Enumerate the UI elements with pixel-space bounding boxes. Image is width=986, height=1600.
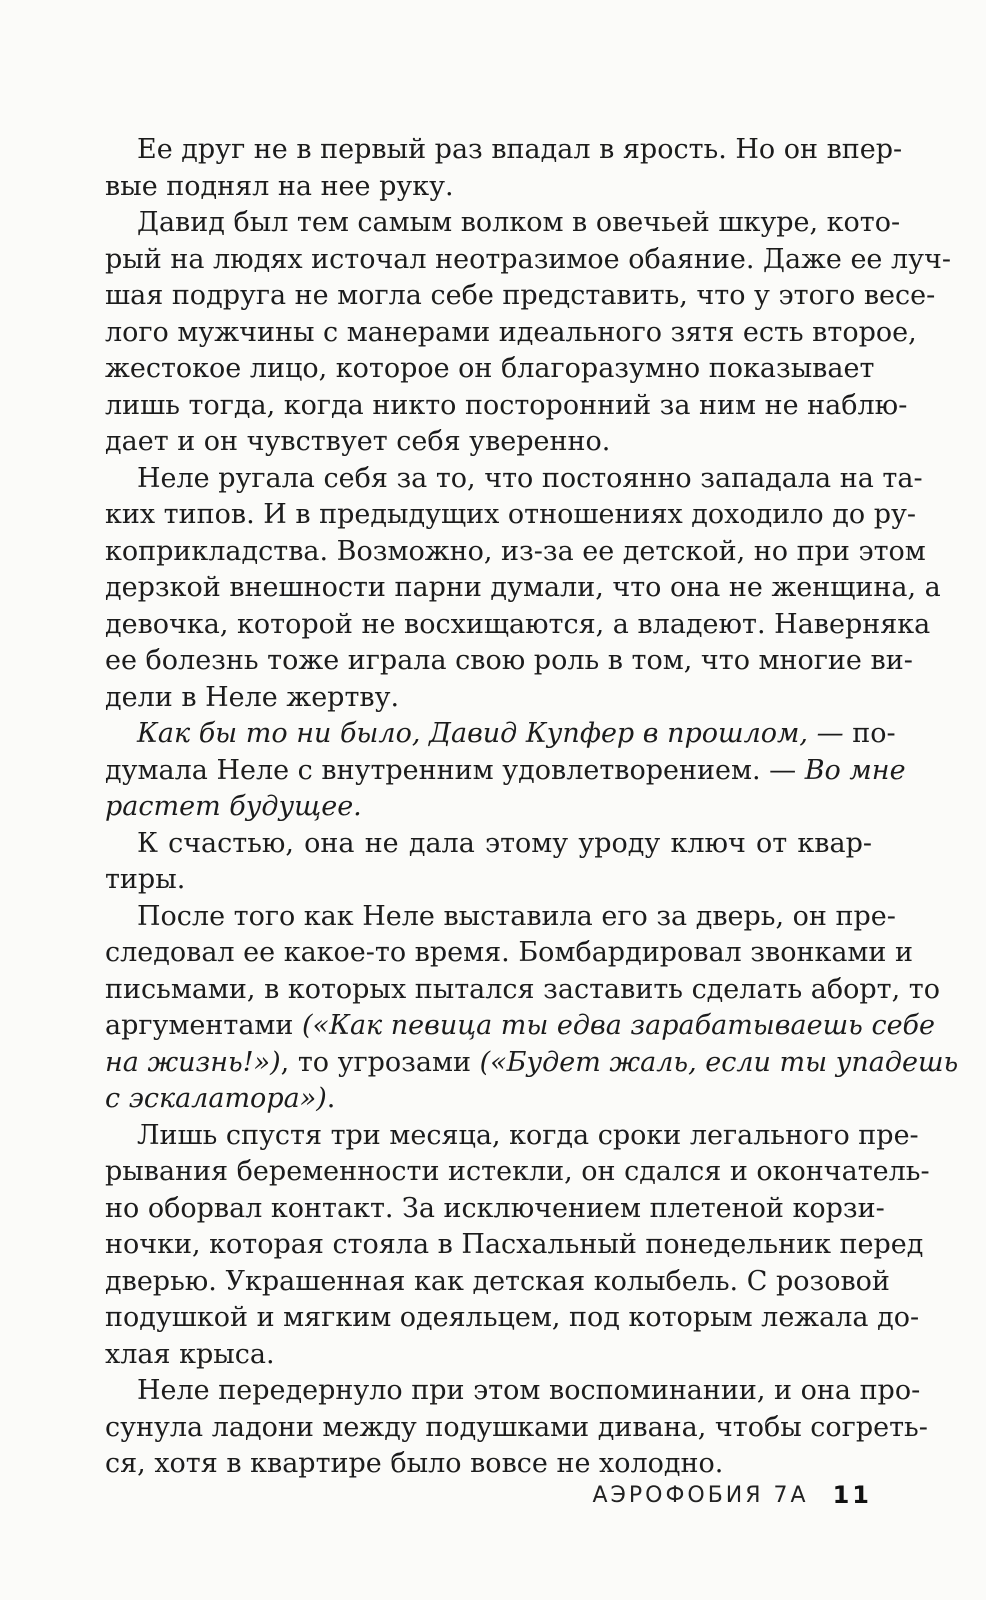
text-line: девочка, которой не восхищаются, а владеют. Наверняка	[105, 608, 931, 640]
plain-text: , то угрозами	[280, 1046, 480, 1078]
text-line: рывания беременности истекли, он сдался и окончатель-	[105, 1156, 930, 1187]
text-line: К счастью, она не дала этому уроду ключ от квар-	[137, 827, 872, 859]
text-line: ких типов. И в предыдущих отношениях доходило до ру-	[105, 499, 917, 530]
text-line: Неле ругала себя за то, что постоянно западала на та-	[137, 462, 923, 494]
text-line: ее болезнь тоже играла свою роль в том, что многие ви-	[105, 645, 913, 676]
text-line: Ее друг не в первый раз впадал в ярость. Но он впер-	[137, 134, 903, 165]
text-line	[105, 1008, 935, 1045]
text-line: хлая крыса.	[105, 1338, 275, 1370]
text-line: но оборвал контакт. За исключением плетеной корзи-	[105, 1192, 885, 1224]
italic-text: («Как певица ты едва зарабатываешь себе	[302, 1010, 935, 1041]
text-line: вые поднял на нее руку.	[105, 170, 454, 202]
page-body	[105, 132, 959, 1483]
text-line: дверью. Украшенная как детская колыбель. С розовой	[105, 1265, 890, 1297]
text-line	[137, 716, 896, 753]
running-title: АЭРОФОБИЯ 7А	[592, 1482, 809, 1508]
plain-text: аргументами	[105, 1010, 303, 1041]
text-line: ся, хотя в квартире было вовсе не холодно.	[105, 1448, 724, 1479]
italic-text: растет будущее.	[105, 791, 362, 822]
italic-text: («Будет жаль, если ты упадешь	[479, 1046, 959, 1078]
italic-text: на жизнь!»)	[105, 1046, 281, 1078]
text-line: письмами, в которых пытался заставить сделать аборт, то	[105, 973, 940, 1005]
italic-text: Во мне	[804, 754, 906, 786]
italic-text: с эскалатора»)	[105, 1083, 327, 1114]
text-line	[105, 1045, 959, 1082]
text-line: Лишь спустя три месяца, когда сроки легального пре-	[137, 1119, 919, 1151]
text-line: ночки, которая стояла в Пасхальный понедельник перед	[105, 1229, 924, 1260]
text-line: лого мужчины с манерами идеального зятя есть второе,	[105, 316, 917, 348]
text-line: следовал ее какое-то время. Бомбардировал звонками и	[105, 937, 913, 968]
text-line: дели в Неле жертву.	[105, 681, 400, 713]
text-line: подушкой и мягким одеяльцем, под которым лежала до-	[105, 1302, 920, 1333]
text-line: тиры.	[105, 864, 186, 895]
text-line: Неле передернуло при этом воспоминании, и она про-	[137, 1375, 921, 1406]
plain-text: .	[326, 1083, 336, 1114]
text-line	[105, 753, 906, 790]
text-line: сунула ладони между подушками дивана, чтобы согреть-	[105, 1411, 928, 1443]
italic-text: Как бы то ни было, Давид Купфер в прошлом, —	[137, 718, 844, 749]
text-line: дерзкой внешности парни думали, что она не женщина, а	[105, 572, 941, 603]
text-line: жестокое лицо, которое он благоразумно показывает	[105, 353, 875, 384]
text-line: дает и он чувствует себя уверенно.	[105, 426, 611, 457]
text-line: Давид был тем самым волком в овечьей шкуре, кото-	[137, 207, 901, 238]
text-line	[105, 1081, 872, 1118]
plain-text: по-	[843, 718, 896, 749]
text-line	[105, 789, 872, 826]
plain-text: думала Неле с внутренним удовлетворением. —	[105, 754, 805, 786]
text-line: После того как Неле выставила его за дверь, он пре-	[137, 900, 896, 932]
text-line: коприкладства. Возможно, из-за ее детской, но при этом	[105, 535, 926, 567]
text-line: рый на людях источал неотразимое обаяние. Даже ее луч-	[105, 243, 952, 275]
page-footer	[0, 1478, 872, 1512]
text-line: лишь тогда, когда никто посторонний за ним не наблю-	[105, 389, 908, 421]
text-line: шая подруга не могла себе представить, что у этого весе-	[105, 280, 936, 311]
page-number: 11	[832, 1481, 872, 1509]
